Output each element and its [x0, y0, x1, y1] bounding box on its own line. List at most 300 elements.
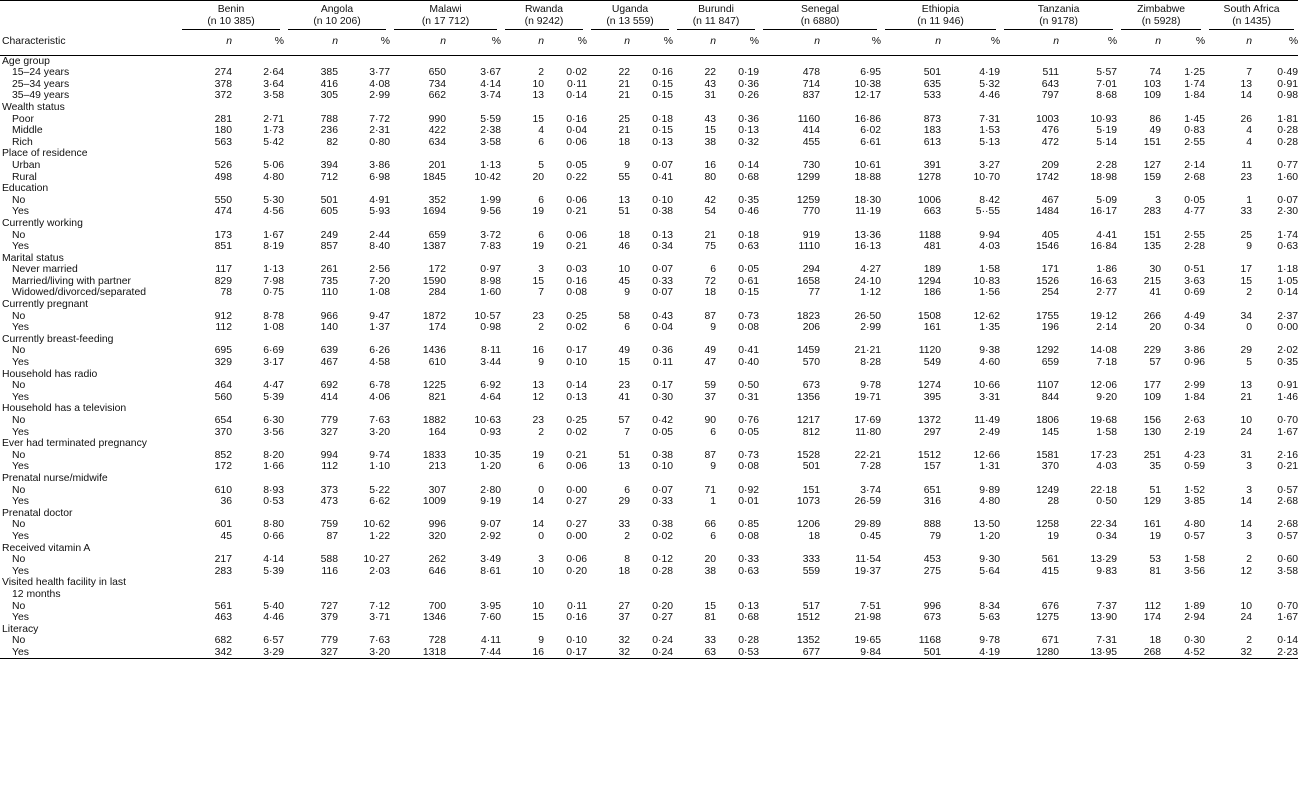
percent-cell: 6·98	[369, 171, 390, 183]
percent-cell: 0·75	[263, 287, 284, 299]
percent-cell: 8·80	[263, 519, 284, 531]
n-column-header: n	[759, 30, 820, 55]
percent-cell: 7·60	[480, 612, 501, 624]
table-row	[0, 276, 1298, 288]
percent-cell: 9·56	[480, 206, 501, 218]
percent-cell: 1·66	[263, 461, 284, 473]
row-label: Yes	[12, 426, 29, 438]
count-cell: 635	[923, 78, 942, 90]
row-label: Yes	[12, 565, 29, 577]
percent-cell: 7·01	[1096, 78, 1118, 90]
count-cell: 735	[320, 275, 338, 287]
percent-cell: 0·06	[566, 461, 588, 473]
count-cell: 481	[923, 241, 942, 253]
count-cell: 7	[1246, 67, 1253, 79]
count-cell: 501	[881, 647, 941, 659]
count-cell: 3	[1246, 484, 1253, 496]
percent-cell: 26·50	[854, 310, 882, 322]
count-cell: 112	[321, 461, 338, 473]
percent-cell: 3·31	[979, 391, 1001, 403]
count-cell: 47	[704, 357, 717, 369]
percent-cell: 2·31	[369, 125, 390, 137]
percent-cell: 0·07	[652, 159, 674, 171]
table-row	[0, 311, 1298, 323]
percent-cell: 3·86	[369, 159, 390, 171]
count-cell: 9	[538, 357, 544, 369]
percent-cell: 2·23	[1252, 647, 1298, 659]
percent-cell: 22·21	[854, 449, 882, 461]
percent-cell: 0·13	[738, 125, 760, 137]
count-cell: 1318	[390, 647, 446, 659]
percent-cell: 6·02	[860, 125, 882, 137]
count-cell: 2	[538, 322, 544, 334]
count-cell: 9	[624, 159, 631, 171]
count-cell: 0	[1246, 322, 1253, 334]
count-cell: 251	[1143, 449, 1162, 461]
percent-cell: 7·28	[860, 461, 882, 473]
country-sample-size: (n 13 559)	[606, 16, 654, 27]
percent-cell: 0·13	[652, 229, 674, 241]
percent-cell: 4·19	[941, 647, 1000, 659]
percent-cell: 12·66	[973, 449, 1001, 461]
count-cell: 5	[1246, 357, 1253, 369]
percent-cell: 4·27	[860, 264, 882, 276]
count-cell: 10	[532, 78, 544, 90]
percent-cell: 2·19	[1184, 426, 1206, 438]
count-cell: 517	[802, 600, 821, 612]
percent-cell: 7·98	[263, 275, 284, 287]
percent-cell: 0·06	[566, 136, 588, 148]
count-cell: 217	[214, 554, 232, 566]
table-row	[0, 635, 1298, 647]
count-cell: 673	[923, 612, 942, 624]
count-cell: 38	[704, 565, 717, 577]
count-cell: 172	[428, 264, 446, 276]
row-label: Yes	[12, 496, 29, 508]
percent-cell: 0·21	[566, 206, 588, 218]
count-cell: 49	[618, 345, 631, 357]
percent-cell: 1·73	[263, 125, 284, 137]
count-cell: 46	[618, 241, 631, 253]
count-cell: 112	[1144, 600, 1162, 612]
percent-cell: 0·18	[738, 229, 760, 241]
country-name: Tanzania	[1037, 4, 1080, 15]
percent-cell: 0·12	[652, 554, 674, 566]
percent-cell: 0·03	[566, 264, 588, 276]
count-cell: 36	[220, 496, 232, 508]
count-cell: 634	[428, 136, 446, 148]
count-cell: 159	[1143, 171, 1162, 183]
table-row	[0, 415, 1298, 427]
percent-cell: 0·06	[566, 229, 588, 241]
percent-cell: 0·69	[1184, 287, 1206, 299]
table-row	[0, 172, 1298, 184]
percent-cell: 0·15	[652, 125, 674, 137]
row-label: Yes	[12, 530, 29, 542]
percent-cell: 7·83	[480, 241, 501, 253]
percent-cell: 2·68	[1277, 519, 1298, 531]
percent-cell: 0·16	[566, 612, 588, 624]
count-cell: 1225	[422, 380, 446, 392]
percent-cell: 2·94	[1184, 612, 1206, 624]
table-row	[0, 322, 1298, 334]
count-cell: 610	[214, 484, 232, 496]
percent-cell: 1·25	[1184, 67, 1206, 79]
percent-cell: 0·27	[566, 519, 588, 531]
count-cell: 1110	[798, 241, 821, 253]
percent-cell: 2·44	[369, 229, 390, 241]
percent-cell: 4·03	[1096, 461, 1118, 473]
percent-cell: 2·55	[1184, 229, 1206, 241]
percent-column-header: %	[232, 30, 284, 55]
count-cell: 173	[214, 229, 232, 241]
count-cell: 405	[1041, 229, 1060, 241]
row-label: Yes	[12, 391, 29, 403]
percent-cell: 17·69	[854, 415, 882, 426]
count-cell: 770	[802, 206, 821, 218]
count-cell: 415	[1041, 565, 1060, 577]
count-cell: 6	[624, 322, 631, 334]
table-row	[0, 206, 1298, 218]
percent-cell: 10·83	[973, 275, 1001, 287]
group-label: Ever had terminated pregnancy	[2, 438, 147, 450]
percent-cell: 1·56	[979, 287, 1001, 299]
percent-cell: 3·77	[369, 67, 390, 79]
percent-cell: 7·63	[369, 635, 390, 647]
count-cell: 1217	[796, 415, 821, 426]
percent-cell: 10·63	[474, 415, 501, 426]
percent-cell: 0·51	[1184, 264, 1206, 276]
percent-cell: 19·71	[854, 391, 882, 403]
percent-cell: 0·63	[1277, 241, 1298, 253]
percent-cell: 0·34	[652, 241, 674, 253]
count-cell: 501	[320, 194, 338, 206]
percent-cell: 4·77	[1184, 206, 1206, 218]
row-label: No	[12, 415, 26, 426]
count-cell: 6	[710, 264, 717, 276]
percent-cell: 0·06	[566, 554, 588, 566]
group-label: Currently breast-feeding	[2, 333, 114, 345]
group-header-row	[0, 403, 1298, 415]
count-cell: 75	[704, 241, 717, 253]
percent-cell: 5·14	[1096, 136, 1118, 148]
count-cell: 996	[923, 600, 942, 612]
count-cell: 1168	[918, 635, 942, 647]
percent-cell: 1·52	[1184, 484, 1206, 496]
count-cell: 467	[320, 357, 338, 369]
country-name: Angola	[320, 4, 354, 15]
count-cell: 788	[320, 113, 338, 125]
percent-cell: 14·08	[1090, 345, 1118, 357]
percent-cell: 0·38	[652, 519, 674, 531]
count-cell: 533	[923, 90, 942, 102]
count-cell: 476	[1041, 125, 1060, 137]
row-label: No	[12, 310, 26, 322]
percent-cell: 0·63	[738, 241, 760, 253]
percent-cell: 12·06	[1090, 380, 1118, 392]
percent-cell: 3·56	[263, 426, 284, 438]
percent-cell: 16·86	[854, 113, 882, 125]
table-row	[0, 427, 1298, 439]
percent-cell: 4·41	[1096, 229, 1118, 241]
percent-cell: 5·63	[979, 612, 1001, 624]
table-row	[0, 519, 1298, 531]
count-cell: 22	[704, 67, 717, 79]
percent-cell: 8·34	[979, 600, 1001, 612]
percent-cell: 9·84	[820, 647, 881, 659]
count-cell: 1206	[796, 519, 821, 531]
percent-cell: 1·53	[979, 125, 1001, 137]
percent-cell: 0·00	[566, 530, 588, 542]
count-cell: 29	[1240, 345, 1253, 357]
n-column-header: n	[1117, 30, 1161, 55]
percent-cell: 0·02	[566, 67, 588, 79]
percent-cell: 0·07	[1277, 194, 1298, 206]
count-cell: 23	[532, 415, 544, 426]
count-cell: 12	[532, 391, 544, 403]
percent-cell: 0·98	[480, 322, 501, 334]
percent-cell: 4·03	[979, 241, 1001, 253]
percent-cell: 5·06	[263, 159, 284, 171]
percent-cell: 2·68	[1184, 171, 1206, 183]
count-cell: 51	[618, 206, 631, 218]
count-cell: 1590	[422, 275, 446, 287]
percent-cell: 0·00	[566, 484, 588, 496]
count-cell: 17	[1240, 264, 1253, 276]
count-cell: 12	[1240, 565, 1253, 577]
percent-cell: 5·57	[1096, 67, 1118, 79]
count-cell: 370	[214, 426, 232, 438]
count-cell: 266	[1143, 310, 1162, 322]
percent-cell: 3·85	[1184, 496, 1206, 508]
percent-cell: 6·69	[263, 345, 284, 357]
percent-cell: 7·63	[369, 415, 390, 426]
n-column-header: n	[390, 30, 446, 55]
percent-cell: 1·58	[1184, 554, 1206, 566]
row-label: Yes	[12, 206, 29, 218]
percent-column-header: %	[716, 30, 759, 55]
count-cell: 1	[1246, 194, 1253, 206]
count-cell: 1292	[1035, 345, 1060, 357]
country-header	[1117, 1, 1205, 31]
percent-cell: 7·37	[1096, 600, 1118, 612]
percent-cell: 0·05	[738, 264, 760, 276]
count-cell: 6	[538, 136, 544, 148]
percent-cell: 5·13	[979, 136, 1001, 148]
n-column-header: n	[1000, 30, 1059, 55]
count-cell: 32	[587, 647, 630, 659]
percent-cell: 0·36	[738, 78, 760, 90]
count-cell: 2	[1246, 635, 1253, 647]
count-cell: 994	[320, 449, 338, 461]
count-cell: 605	[320, 206, 338, 218]
percent-cell: 0·50	[738, 380, 760, 392]
percent-cell: 2·92	[480, 530, 501, 542]
count-cell: 183	[923, 125, 942, 137]
count-cell: 1823	[796, 310, 821, 322]
count-cell: 1882	[422, 415, 446, 426]
group-label: 12 months	[12, 588, 61, 600]
table-row	[0, 461, 1298, 473]
percent-cell: 1·08	[369, 287, 390, 299]
count-cell: 32	[618, 635, 631, 647]
percent-cell: 8·78	[263, 310, 284, 322]
percent-cell: 0·14	[566, 380, 588, 392]
percent-cell: 0·70	[1277, 600, 1298, 612]
count-cell: 20	[704, 554, 717, 566]
percent-cell: 1·84	[1184, 90, 1206, 102]
count-cell: 13	[618, 194, 631, 206]
percent-cell: 21·98	[854, 612, 882, 624]
count-cell: 714	[802, 78, 821, 90]
count-cell: 19	[1149, 530, 1162, 542]
percent-cell: 0·98	[1277, 90, 1298, 102]
count-cell: 1346	[422, 612, 446, 624]
percent-cell: 9·30	[979, 554, 1001, 566]
percent-cell: 4·11	[480, 635, 501, 647]
count-cell: 919	[802, 229, 821, 241]
count-cell: 109	[1143, 90, 1162, 102]
percent-cell: 0·73	[738, 449, 760, 461]
count-cell: 463	[214, 612, 232, 624]
table-row	[0, 137, 1298, 149]
country-sample-size: (n 9178)	[1039, 16, 1078, 27]
percent-cell: 0·97	[480, 264, 501, 276]
count-cell: 22	[618, 67, 631, 79]
percent-cell: 0·59	[1184, 461, 1206, 473]
table-row	[0, 554, 1298, 566]
count-cell: 262	[428, 554, 446, 566]
percent-cell: 4·47	[263, 380, 284, 392]
group-label: Household has radio	[2, 368, 98, 380]
count-cell: 30	[1149, 264, 1162, 276]
count-cell: 15	[532, 612, 544, 624]
count-cell: 20	[532, 171, 544, 183]
percent-cell: 1·86	[1096, 264, 1118, 276]
percent-cell: 5·19	[1096, 125, 1118, 137]
percent-cell: 1·67	[1277, 612, 1298, 624]
percent-cell: 7·44	[446, 647, 501, 659]
percent-cell: 2·38	[480, 125, 501, 137]
count-cell: 307	[428, 484, 446, 496]
count-cell: 416	[320, 78, 338, 90]
percent-cell: 9·20	[1096, 391, 1118, 403]
count-cell: 613	[923, 136, 942, 148]
percent-cell: 3·49	[480, 554, 501, 566]
percent-column-header: %	[941, 30, 1000, 55]
count-cell: 659	[428, 229, 446, 241]
count-cell: 728	[428, 635, 446, 647]
percent-cell: 13·29	[1090, 554, 1118, 566]
group-label: Prenatal doctor	[2, 507, 73, 519]
row-label: Rich	[12, 136, 33, 148]
count-cell: 342	[178, 647, 232, 659]
count-cell: 283	[214, 565, 232, 577]
percent-cell: 7·12	[369, 600, 390, 612]
count-cell: 4	[1246, 136, 1253, 148]
count-cell: 1755	[1035, 310, 1060, 322]
count-cell: 10	[532, 565, 544, 577]
count-cell: 82	[326, 136, 338, 148]
percent-cell: 22·18	[1090, 484, 1118, 496]
count-cell: 379	[320, 612, 338, 624]
count-cell: 5	[538, 159, 544, 171]
percent-cell: 5·93	[369, 206, 390, 218]
country-name: South Africa	[1223, 4, 1280, 15]
count-cell: 7	[624, 426, 631, 438]
percent-cell: 8·28	[860, 357, 882, 369]
count-cell: 14	[532, 496, 544, 508]
count-cell: 135	[1143, 241, 1162, 253]
country-name: Benin	[217, 4, 245, 15]
count-cell: 857	[320, 241, 338, 253]
blank-header-cell	[0, 1, 178, 31]
count-cell: 13	[532, 90, 544, 102]
count-cell: 526	[214, 159, 232, 171]
percent-cell: 0·38	[652, 206, 674, 218]
group-label: Visited health facility in last	[2, 577, 126, 589]
percent-cell: 1·99	[480, 194, 501, 206]
row-label: Never married	[12, 264, 78, 276]
count-cell: 453	[923, 554, 942, 566]
percent-cell: 3·58	[263, 90, 284, 102]
percent-cell: 0·04	[652, 322, 674, 334]
percent-cell: 10·93	[1090, 113, 1118, 125]
percent-cell: 0·50	[1096, 496, 1118, 508]
count-cell: 511	[1042, 67, 1060, 79]
percent-cell: 0·36	[652, 345, 674, 357]
count-cell: 32	[1205, 647, 1252, 659]
count-cell: 563	[214, 136, 232, 148]
percent-cell: 0·70	[1277, 415, 1298, 426]
count-cell: 1459	[796, 345, 821, 357]
count-cell: 78	[220, 287, 232, 299]
count-cell: 86	[1149, 113, 1162, 125]
count-cell: 1512	[796, 612, 821, 624]
country-sample-size: (n 1435)	[1232, 16, 1271, 27]
row-label: 25–34 years	[12, 78, 70, 90]
count-cell: 990	[428, 113, 446, 125]
percent-column-header: %	[630, 30, 673, 55]
count-cell: 254	[1041, 287, 1060, 299]
percent-cell: 0·11	[566, 600, 588, 612]
percent-cell: 0·00	[1277, 322, 1298, 334]
percent-cell: 0·28	[652, 565, 674, 577]
percent-cell: 0·18	[652, 113, 674, 125]
percent-cell: 0·10	[566, 357, 588, 369]
count-cell: 177	[1143, 380, 1162, 392]
percent-cell: 2·68	[1277, 496, 1298, 508]
percent-cell: 3·17	[263, 357, 284, 369]
count-cell: 35	[1149, 461, 1162, 473]
count-cell: 25	[1240, 229, 1253, 241]
percent-cell: 3·58	[1277, 565, 1298, 577]
column-header-row	[0, 30, 1298, 55]
row-label: Yes	[12, 461, 29, 473]
group-header-row	[0, 148, 1298, 160]
country-name: Burundi	[698, 4, 734, 15]
percent-cell: 1·20	[480, 461, 501, 473]
percent-cell: 7·31	[979, 113, 1001, 125]
percent-cell: 10·70	[973, 171, 1001, 183]
percent-cell: 0·66	[263, 530, 284, 542]
percent-cell: 10·66	[973, 380, 1001, 392]
count-cell: 18	[704, 287, 717, 299]
table-row	[0, 647, 1298, 659]
count-cell: 38	[704, 136, 717, 148]
count-cell: 87	[326, 530, 338, 542]
percent-cell: 6·95	[860, 67, 882, 79]
